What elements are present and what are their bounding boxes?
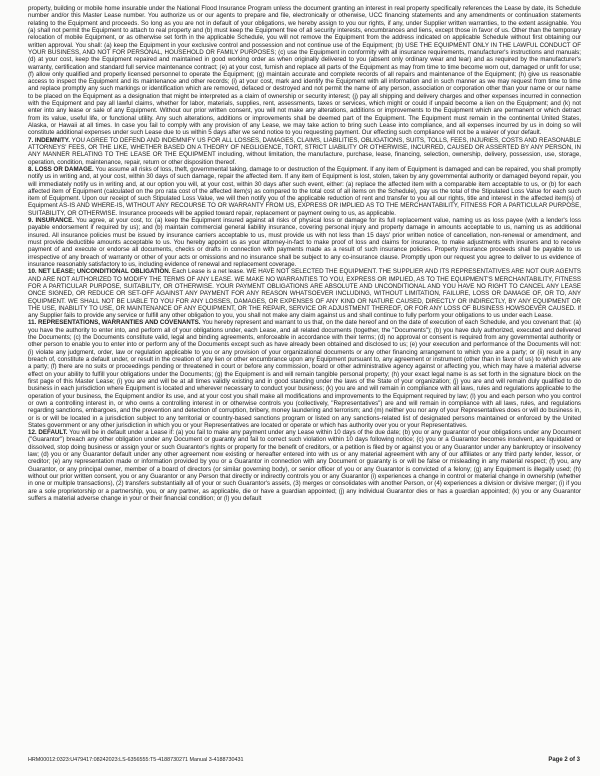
section-text: property, building or mobile home insurable under the National Flood Insurance Program unless the document granting an interest in real property specifically references the Lease by date, its Schedule number and/or this Master Lease number. You authorize us or our agents to prepare and file, electronically or otherwise, UCC financing statements and any amendments or continuation statements relating to the Equipment and proceeds. So long as you are not in default of your obligations, we hereby assign to you our rights, if any, under Supplier written warranties, to the extent assignable. You (a) shall not permit the Equipment to attach to real property and (b) must keep the Equipment free of all security interests, encumbrances and liens, except those in favor of us. Other than the temporary relocation of mobile Equipment, or as otherwise set forth in the applicable Schedule, you will not remove the Equipment from the address indicated on applicable Schedule without first obtaining our written approval. You shall: (a) keep the Equipment in your exclusive control and possession and not continue use of the Equipment; (b) USE THE EQUIPMENT ONLY IN THE LAWFUL CONDUCT OF YOUR BUSINESS, AND NOT FOR PERSONAL, HOUSEHOLD OR FAMILY PURPOSES; (c) use the Equipment in conformity with all insurance requirements, manufacturer's instructions and manuals; (d) at your cost, keep the Equipment repaired and maintained in good working order as when originally delivered to you (absent only ordinary wear and tear) and as required by the manufacturer's warranty, certification and standard full service maintenance contract; (e) at your cost, furnish and replace all parts of the Equipment as may from time to time become worn out, damaged or unfit for use; (f) allow only qualified and properly licensed personnel to operate the Equipment; (g) maintain accurate and complete records of all repairs and maintenance of the Equipment; (h) give us reasonable access to inspect the Equipment and its maintenance and other records; (i) at your cost, mark and identify the Equipment with all information and in such manner as we may request from time to time and replace promptly any such markings or identification which are removed, defaced or destroyed and not permit the name of any person, association or corporation other than your name or our name to be placed on the Equipment as a designation that might be interpreted as a claim of ownership or security interest; (j) pay all shipping and delivery charges and other expenses incurred in connection with the Equipment and pay all lawful claims, whether for labor, materials, supplies, rent, assessments, taxes or services, which might or could if unpaid become a lien on the Equipment; and (k) not enter into any lease or sale of any Equipment. Without our prior written consent, you will not make any alterations, additions or improvements to the Equipment which are permanent or which detract from its value, useful life, or functional utility. Any such alterations, additions or improvements shall be deemed part of the Equipment. The Equipment must remain in the continental United States, Alaska, or Hawaii at all times. In case you fail to comply with any provision of any Lease, we may take action to bring such Lease into compliance, and all expenses incurred by us in doing so will constitute additional expenses under such Lease due to us within 5 days after we send notice to you requesting payment. Our effecting such compliance will not be a waiver of your default. bbox=[28, 5, 581, 137]
section-11-representations bbox=[28, 319, 581, 429]
section-heading: 12. DEFAULT. bbox=[28, 429, 68, 437]
section-7-indemnity bbox=[28, 137, 581, 166]
section-text: You will be in default under a Lease if: (a) you fail to make any payment under any Lease within 10 days of the due date; (b) you or any guarantor of your obligations under any Document ("Guarantor") breach any other obligation under any Document or guaranty and fail to correct such violation within 10 days following notice; (c) you or a Guarantor becomes insolvent, are liquidated or dissolved, stop doing business or assign your or such Guarantor's rights or property for the benefit of creditors, or a petition is filed by or against you or any Guarantor under any bankruptcy or insolvency law; (d) you or any Guarantor default under any other agreement now existing or hereafter entered into with us or any material agreement with any of our affiliates or any third party lender, lessor, or creditor; (e) any representation made or information provided by you or a Guarantor in connection with any Document or guaranty is or will be false or misleading in any material respect; (f) you, any Guarantor, or any principal owner, member of a board of directors (or similar governing body), or senior officer of you or any Guarantor is convicted of a felony; (g) any Equipment is illegally used; (h) without our prior written consent, you or any Guarantor or any Person that directly or indirectly controls you or any Guarantor (i) experiences a change in control or material change in ownership (whether in one or multiple transactions), (2) transfers substantially all of your or such Guarantor's assets, (3) merges or consolidates with another Person, or (4) experiences a division or divisive merger; (i) if you are a sole proprietorship or a partnership, you, or any partner, as applicable, die or have a guardian appointed; (j) any individual Guarantor dies or has a guardian appointed; (k) you or any Guarantor suffers a material adverse change in your or their financial condition; or (l) you default bbox=[28, 429, 581, 502]
section-heading: 11. REPRESENTATIONS, WARRANTIES AND COVENANTS. bbox=[28, 319, 201, 327]
section-10-net-lease bbox=[28, 268, 581, 319]
section-12-default bbox=[28, 429, 581, 502]
section-text: You hereby represent and warrant to us that, on the date hereof and on the date of execution of each Schedule, and you covenant that: (a) you have the authority to enter into, and perform all of your obligations under, each Lease, and all related documents (together, the "Documents"); (b) you have duly authorized, executed and delivered the Documents; (c) the Documents constitute valid, legal and binding agreements, enforceable in accordance with their terms; (d) no approval or consent is required from any governmental authority or other person to enable you to enter into or perform any of the Documents except such as have already been obtained and disclosed to us; (e) your execution and performance of the Documents will not: (i) violate any judgment, order, law or regulation applicable to you or any provision of your organizational documents or any other financing arrangement to which you are a party; or (ii) result in any breach of, constitute a default under, or result in the creation of any lien or other encumbrance upon any Equipment pursuant to, any agreement or instrument (other than in favor of us) to which you are a party; (f) there are no suits or proceedings pending or threatened in court or before any commission, board or other administrative agency against or affecting you, which may have a material adverse effect on your ability to fulfill your obligations under the Documents; (g) the Equipment is and will remain tangible personal property; (h) your exact legal name is as set forth in the signature block on the first page of this Master Lease; (i) you are and will be at all times validly existing and in good standing under the laws of the State of your organization; (j) you are and will remain duly qualified to do business in each jurisdiction where Equipment is located and wherever necessary to conduct your business; (k) you are and will remain in compliance with all laws, rules and regulations applicable to the operation of your business, the Equipment and/or its use, and at your cost you shall make all modifications and improvements to the Equipment required by law; (l) you and each person who you control or own a controlling interest in, or who owns a controlling interest in or otherwise controls you (collectively, "Representatives") are and will remain in compliance with all laws, rules, and regulations regarding sanctions, embargoes, and the prevention and detection of corruption, bribery, money laundering and terrorism; and (m) neither you nor any of your Representatives does or will do business in, or is or will be located in a jurisdiction subject to any territorial or country-based sanctions program or listed on any sanctions-related list of designated persons maintained or enforced by the United States government or any other jurisdiction in which you or your Representatives are located or operate or which has authority over you or your Representatives. bbox=[28, 319, 581, 429]
section-heading: 9. INSURANCE. bbox=[28, 217, 74, 225]
section-text: You assume all risks of loss, theft, governmental taking, damage to or destruction of the Equipment. If any item of Equipment is damaged and can be repaired, you shall promptly notify us in writing and, at your cost, within 30 days of such damage, repair the affected item. If any item of Equipment is lost, stolen, taken by any governmental authority or damaged beyond repair, you will immediately notify us in writing and, at our option you will, at your cost, within 30 days after such event, either: (a) replace the affected item with a comparable item acceptable to us, or (b) for each affected item of Equipment (calculated on the pro rata cost of the affected item(s) as compared to the total cost of all items on the Schedule), pay us the total of the Stipulated Loss Value for each such item of Equipment. Upon our receipt of such Stipulated Loss Value, we will then notify you of the applicable reduction of rent and transfer to you all our rights, title and interest in the affected item(s) of Equipment AS-IS AND WHERE-IS, WITHOUT ANY RECOURSE TO OR WARRANTY FROM US, EXPRESS OR IMPLIED AS TO THE MERCHANTABILITY, FITNESS FOR A PARTICULAR PURPOSE, SUITABILITY, OR OTHERWISE. Insurance proceeds will be applied toward repair, replacement or payment owing to us, as applicable. bbox=[28, 165, 581, 217]
page-number: Page 2 of 3 bbox=[548, 757, 580, 763]
contract-body bbox=[28, 5, 581, 740]
page-footer bbox=[28, 757, 580, 767]
section-9-insurance bbox=[28, 217, 581, 268]
section-heading: 7. INDEMNITY. bbox=[28, 136, 70, 144]
section-heading: 10. NET LEASE; UNCONDITIONAL OBLIGATION. bbox=[28, 268, 171, 276]
section-6-continued bbox=[28, 5, 581, 137]
document-reference: HRM00012:0323:U479417:08242023:LS-6356555:T5-4188730271 Manual 3-4188730431 bbox=[28, 757, 244, 763]
section-text: Each Lease is a net lease. WE HAVE NOT SELECTED THE EQUIPMENT. THE SUPPLIER AND ITS REPRESENTATIVES ARE NOT OUR AGENTS AND ARE NOT AUTHORIZED TO MODIFY THE TERMS OF ANY LEASE. WE MAKE NO WARRANTIES TO YOU, EXPRESS OR IMPLIED, AS TO THE EQUIPMENT'S MERCHANTABILITY, FITNESS FOR A PARTICULAR PURPOSE, SUITABILITY, OR OTHERWISE. YOUR PAYMENT OBLIGATIONS ARE ABSOLUTE AND UNCONDITIONAL AND YOU HAVE NO RIGHT TO CANCEL ANY LEASE ONCE SIGNED, OR REDUCE OR SET-OFF AGAINST ANY PAYMENT FOR ANY REASON WHATSOEVER INCLUDING, WITHOUT LIMITATION, FAILURE, LOSS OR DAMAGE OF, OR TO, ANY EQUIPMENT. WE SHALL NOT BE LIABLE TO YOU FOR ANY LOSSES, DAMAGES, OR EXPENSES OF ANY KIND OR NATURE CAUSED, DIRECTLY OR INDIRECTLY, BY ANY EQUIPMENT OR THE USE, INABILITY TO USE, OR MAINTENANCE OF ANY EQUIPMENT, OR THE REPAIR, SERVICE OR ADJUSTMENT THEREOF, OR FOR ANY LOSS OF BUSINESS HOWSOEVER CAUSED. If any Supplier fails to provide any service or fulfill any other obligation to you, you shall not make any claim against us and shall continue to fully perform your obligations to us under each Lease. bbox=[28, 268, 581, 320]
section-text: YOU AGREE TO DEFEND AND INDEMNIFY US FOR ALL LOSSES, DAMAGES, CLAIMS, LIABILITIES, OBLIGATIONS, SUITS, TOLLS, FEES, INJURIES, COSTS AND REASONABLE ATTORNEYS' FEES, OR THE LIKE, WHETHER BASED ON A THEORY OF NEGLIGENCE, TORT, STRICT LIABILITY OR OTHERWISE, INCURRED, CAUSED OR ASSERTED BY ANY PERSON, IN ANY MANNER RELATING TO THE LEASE OR THE EQUIPMENT including, without limitation, the manufacture, purchase, lease, financing, selection, ownership, delivery, possession, use, storage, operation, condition, maintenance, repair, return or other disposition thereof. bbox=[28, 136, 581, 166]
section-heading: 8. LOSS OR DAMAGE. bbox=[28, 165, 94, 173]
section-text: You agree, at your cost, to: (a) keep the Equipment insured against all risks of physical loss or damage for its full replacement value, naming us as loss payee (with a lender's loss payable endorsement if required by us); and (b) maintain commercial general liability insurance, covering personal injury and property damage in amounts acceptable to us, naming us as additional insured. All insurance policies must be issued by insurance carriers acceptable to us, must provide us with not less than 15 days' prior written notice of cancellation, non-renewal or amendment, and must provide deductible amounts acceptable to us. You hereby appoint us as your attorney-in-fact to make proof of loss and claims for insurance, to make adjustments with insurers and to receive payment of and execute or endorse all documents, checks or drafts in connection with payments made as a result of such insurance policies. Property insurance proceeds shall be payable to us irrespective of any breach of warranty or other of your acts or omissions and no insurance shall be subject to any co-insurance clause. Promptly upon our request you agree to deliver to us evidence of insurance reasonably satisfactory to us, including evidence of renewal and replacement coverage. bbox=[28, 217, 581, 268]
section-8-loss-or-damage bbox=[28, 166, 581, 217]
